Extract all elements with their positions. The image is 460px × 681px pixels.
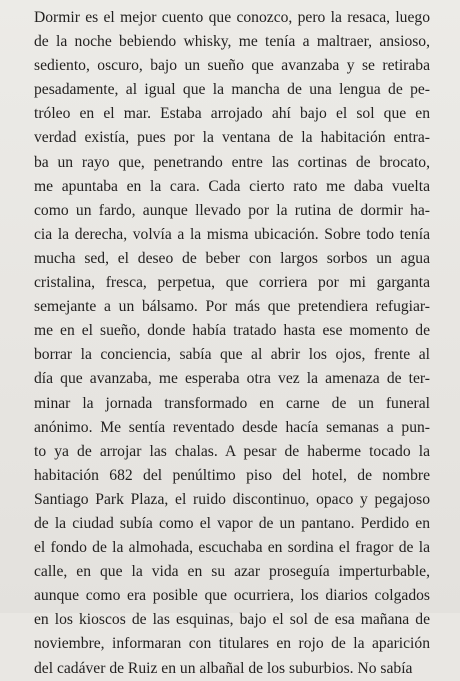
text-line: de la noche bebiendo whisky, me tenía a maltraer, ansioso,	[34, 33, 430, 51]
text-line: Dormir es el mejor cuento que conozco, pero la resaca, luego	[34, 9, 430, 26]
text-line: me en el sueño, donde había tratado hasta ese momento de	[34, 322, 430, 340]
text-line: cia la derecha, volvía a la misma ubicación. Sobre todo tenía	[34, 225, 430, 243]
text-line: cristalina, fresca, perpetua, que corriera por mi garganta	[34, 274, 430, 292]
text-line: to ya de arrojar las chalas. A pesar de haberme tocado la	[34, 442, 430, 460]
text-line: ba un rayo que, penetrando entre las cortinas de brocato,	[34, 153, 430, 171]
text-line: el fondo de la almohada, escuchaba en sordina el fragor de la	[34, 539, 430, 557]
text-line: verdad existía, pues por la ventana de la habitación entra-	[34, 129, 430, 147]
text-line: noviembre, informaran con titulares en rojo de la aparición	[34, 635, 430, 653]
body-text	[34, 6, 430, 681]
text-line: minar la jornada transformado en carne de un funeral	[34, 394, 430, 412]
text-line: habitación 682 del penúltimo piso del hotel, de nombre	[34, 466, 430, 484]
text-line: calle, en que la vida en su azar proseguía imperturbable,	[34, 563, 430, 581]
text-line: en los kioscos de las esquinas, bajo el sol de esa mañana de	[34, 611, 430, 629]
text-line: Santiago Park Plaza, el ruido discontinuo, opaco y pegajoso	[34, 490, 430, 508]
text-line: anónimo. Me sentía reventado desde hacía semanas a pun-	[34, 418, 430, 436]
text-line: me apuntaba en la cara. Cada cierto rato me daba vuelta	[34, 177, 430, 195]
text-line: aunque como era posible que ocurriera, los diarios colgados	[34, 587, 430, 605]
text-line: de la ciudad subía como el vapor de un pantano. Perdido en	[34, 514, 430, 532]
text-line: mucha sed, el deseo de beber con largos sorbos un agua	[34, 249, 430, 267]
text-line: pesadamente, al igual que la mancha de una lengua de pe-	[34, 81, 430, 99]
text-line: día que avanzaba, me esperaba otra vez la amenaza de ter-	[34, 370, 430, 388]
text-line: tróleo en el mar. Estaba arrojado ahí bajo el sol que en	[34, 105, 430, 123]
text-line: semejante a un bálsamo. Por más que pretendiera refugiar-	[34, 298, 430, 316]
text-line: del cadáver de Ruiz en un albañal de los suburbios. No sabía	[34, 659, 413, 677]
text-line: borrar la conciencia, sabía que al abrir los ojos, frente al	[34, 346, 430, 364]
text-line: sediento, oscuro, bajo un sueño que avanzaba y se retiraba	[34, 57, 430, 75]
text-line: como un fardo, aunque llevado por la rutina de dormir ha-	[34, 201, 430, 219]
